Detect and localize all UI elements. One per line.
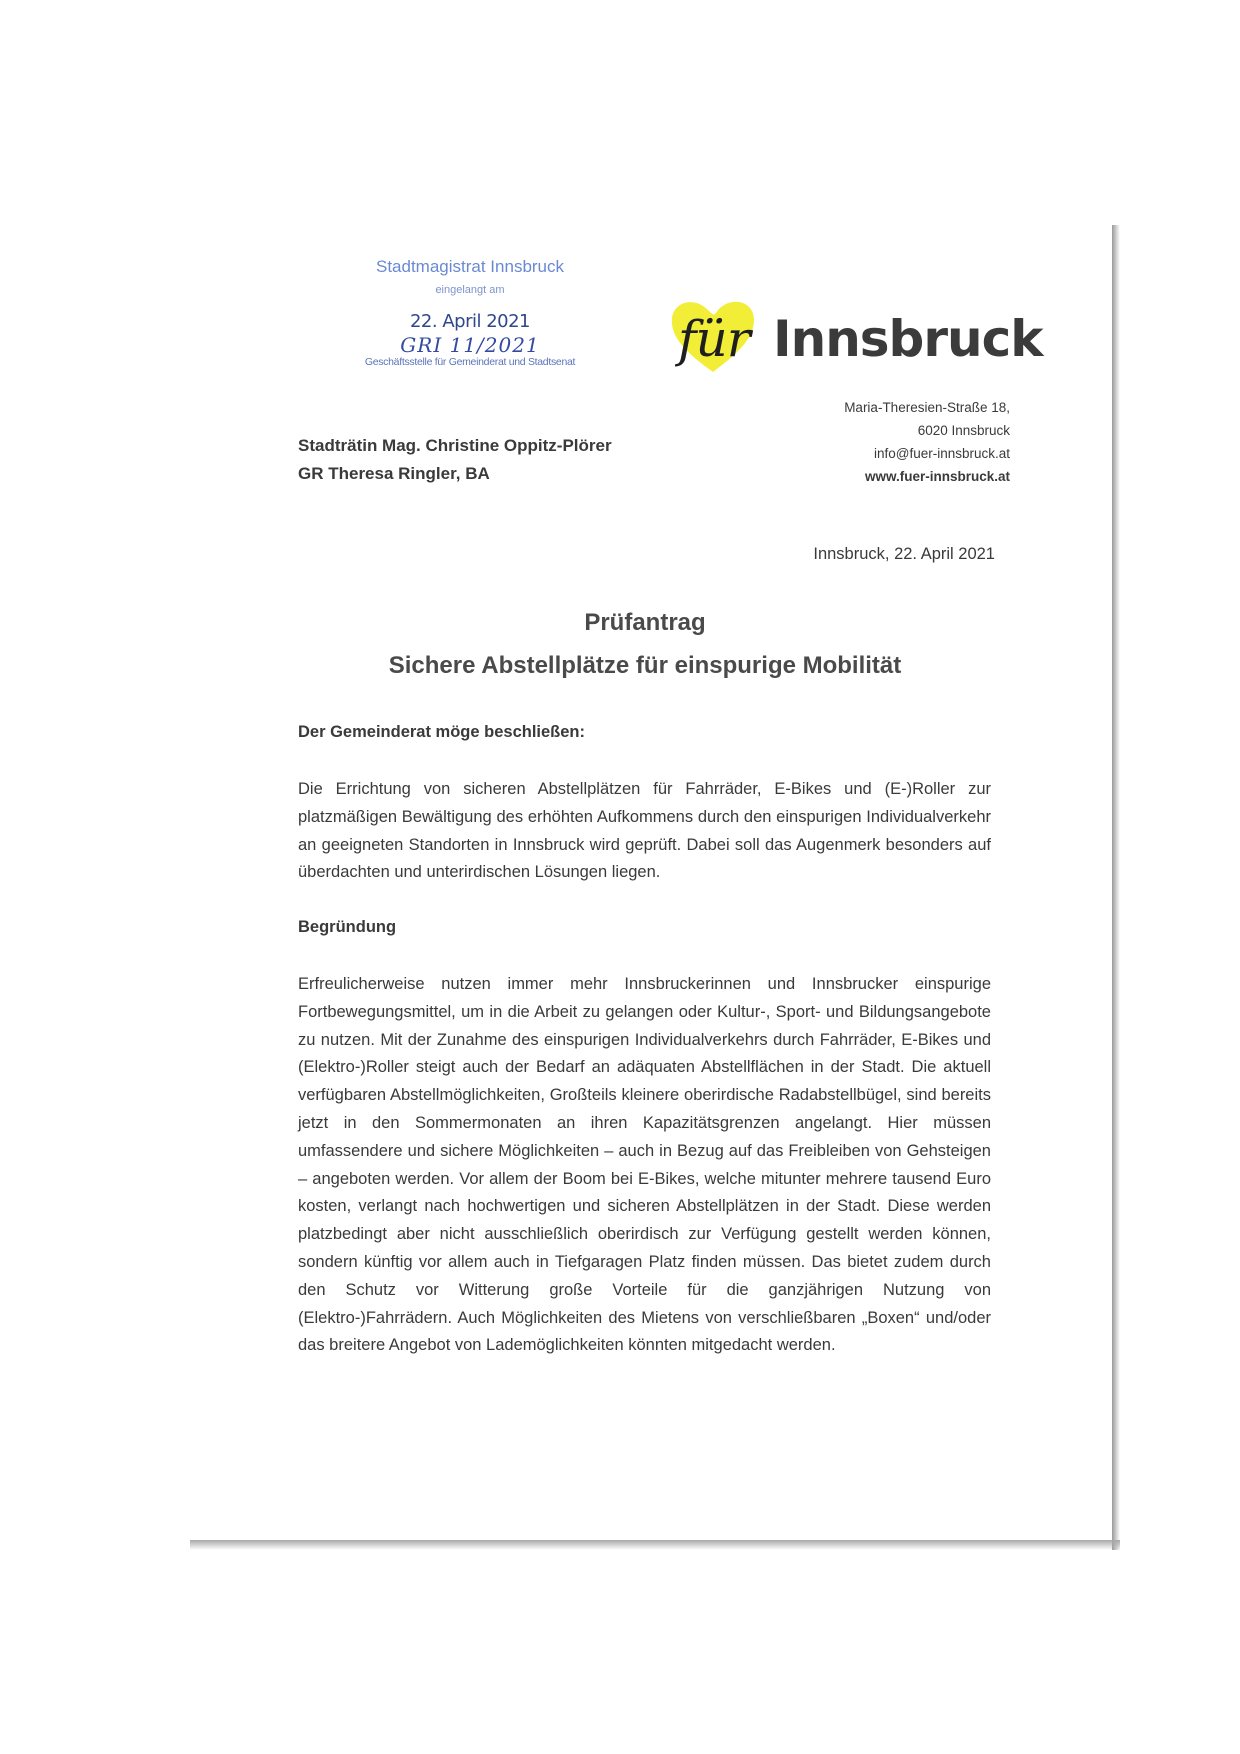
stamp-department: Geschäftsstelle für Gemeinderat und Stadtsenat (364, 356, 576, 368)
motion-heading: Der Gemeinderat möge beschließen: (298, 723, 586, 741)
party-logo (668, 296, 1043, 406)
stamp-date: 22. April 2021 (409, 311, 531, 332)
motion-paragraph: Die Errichtung von sicheren Abstellplätzen für Fahrräder, E-Bikes und (E-)Roller zur platzmäßigen Bewältigung des erhöhten Aufkommens durch den einspurigen Individualverkehr an geeigneten Standorten in Innsbruck wird geprüft. Dabei soll das Augenmerk besonders auf überdachten und unterirdischen Lösungen liegen. (298, 780, 991, 882)
date-line: Innsbruck, 22. April 2021 (813, 545, 995, 563)
stamp-handwritten-number: GRI 11/2021 (400, 333, 540, 357)
address-street: Maria-Theresien-Straße 18, (844, 400, 1010, 415)
recipient-line-1: Stadträtin Mag. Christine Oppitz-Plörer (298, 436, 612, 455)
sender-address (790, 396, 1010, 488)
page-shadow (1112, 225, 1120, 1550)
reasoning-heading: Begründung (298, 918, 397, 936)
stamp-received-label: eingelangt am (435, 284, 505, 296)
document-subtitle: Sichere Abstellplätze für einspurige Mobilität (388, 652, 902, 679)
address-website: www.fuer-innsbruck.at (864, 469, 1010, 484)
recipient-line-2: GR Theresa Ringler, BA (298, 464, 490, 483)
stamp-office: Stadtmagistrat Innsbruck (375, 257, 565, 276)
logo-word-fuer: für (678, 310, 750, 368)
document-title: Prüfantrag (584, 609, 706, 636)
logo-word-innsbruck: Innsbruck (773, 310, 1043, 368)
received-stamp (340, 257, 600, 372)
reasoning-paragraph: Erfreulicherweise nutzen immer mehr Innsbruckerinnen und Innsbrucker einspurige Fortbewegungsmittel, um in die Arbeit zu gelangen oder Kultur-, Sport- und Bildungsangebote zu nutzen. Mit der Zunahme des einspurigen Individualverkehrs durch Fahrräder, E-Bikes und (Elektro-)Roller steigt auch der Bedarf an adäquaten Abstellflächen in der Stadt. Die aktuell verfügbaren Abstellmöglichkeiten, Großteils kleinere oberirdische Radabstellbügel, sind bereits jetzt in den Sommermonaten an ihren Kapazitätsgrenzen angelangt. Hier müssen umfassendere und sichere Möglichkeiten – auch in Bezug auf das Freibleiben von Gehsteigen – angeboten werden. Vor allem der Boom bei E-Bikes, welche mitunter mehrere tausend Euro kosten, verlangt nach hochwertigen und sicheren Abstellplätzen in der Stadt. Diese werden platzbedingt aber nicht ausschließlich oberirdisch zur Verfügung gestellt werden können, sondern künftig vor allem auch in Tiefgaragen Platz finden müssen. Das bietet zudem durch den Schutz vor Witterung große Vorteile für die ganzjährigen Nutzung von (Elektro-)Fahrrädern. Auch Möglichkeiten des Mietens von verschließbaren „Boxen“ und/oder das breitere Angebot von Lademöglichkeiten könnten mitgedacht werden. (298, 975, 991, 1355)
address-city: 6020 Innsbruck (917, 423, 1010, 438)
page-shadow-bottom (190, 1540, 1120, 1550)
recipients-block (298, 432, 698, 488)
address-email: info@fuer-innsbruck.at (873, 446, 1010, 461)
